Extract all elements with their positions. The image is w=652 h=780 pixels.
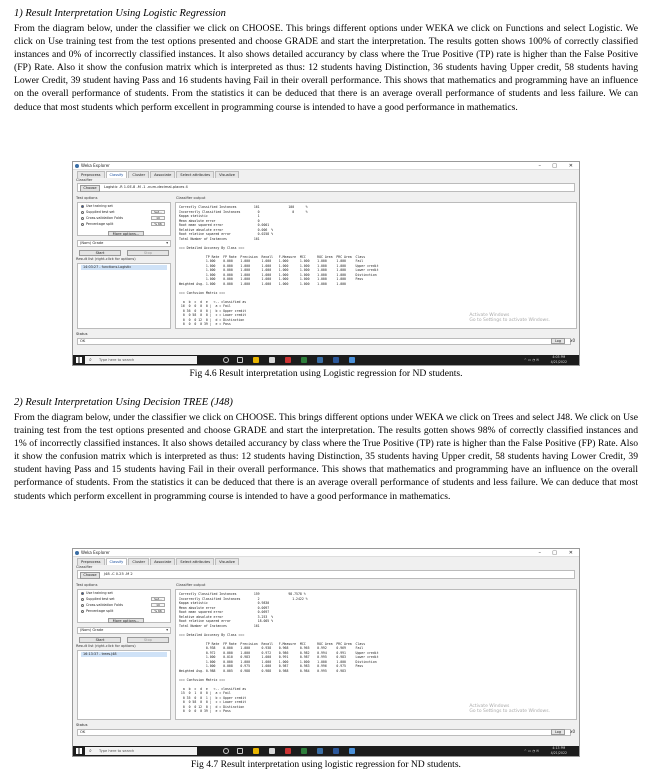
taskbar-search[interactable]: ⌕ Type here to search: [85, 747, 197, 755]
task-view-icon[interactable]: [237, 748, 243, 754]
tab-preprocess[interactable]: Preprocess: [77, 558, 105, 565]
chevron-down-icon: ▾: [166, 241, 168, 245]
classifier-output[interactable]: [175, 589, 577, 720]
excel-icon[interactable]: [301, 748, 307, 754]
radio-icon: [81, 598, 84, 601]
test-options-panel: [77, 202, 171, 236]
search-icon: ⌕: [89, 748, 92, 754]
cortana-icon[interactable]: [223, 357, 229, 363]
figure-4-6-caption: Fig 4.6 Result interpretation using Logistic regression for ND students.: [189, 368, 463, 379]
status-value: OK: [80, 730, 86, 734]
test-options-label: Test options: [76, 583, 98, 587]
status-label: Status: [76, 332, 88, 336]
tab-cluster[interactable]: Cluster: [128, 558, 149, 565]
tab-select-attributes[interactable]: Select attributes: [176, 171, 214, 178]
window-title: Weka Explorer: [81, 550, 110, 555]
option-supplied-test-set[interactable]: Supplied test set Set...: [78, 209, 170, 215]
test-options-panel: [77, 589, 171, 623]
title-bar: [73, 549, 579, 557]
windows-start-icon[interactable]: [76, 748, 82, 754]
classifier-output-text: Correctly Classified Instances 159 98.7578 % Incorrectly Classified Instances 2 1.2422 % Kappa statistic 0.9830 Mean absolute error 0.0097 Root mean squared error 0.0697 Relative absolute error 3.253 % Root relative squared error 18.005 % Total Number of Instances 161 === Detailed Accuracy By Class === TP Rate FP Rate Precision Recall F-Measure MCC ROC Area PRC Area Class 0.938 0.000 1.000 0.938 0.968 0.965 0.992 0.969 Fail 0.972 0.000 1.000 0.972 0.986 0.982 0.994 0.991 Upper credit 1.000 0.010 0.983 1.000 0.991 0.987 0.995 0.983 Lower credit 1.000 0.000 1.000 1.000 1.000 1.000 1.000 1.000 Distinction 1.000 0.008 0.975 1.000 0.987 0.983 0.996 0.975 Pass Weighted Avg. 0.988 0.005 0.988 0.988 0.988 0.984 0.995 0.983 === Confusion Matrix === a b c d e <-- classified as 15 0 1 0 0 | a = Fail 0 35 0 0 1 | b = Upper credit 0 0 58 0 0 | c = Lower credit 0 0 0 12 0 | d = Distinction 0 0 0 0 39 | e = Pass: [179, 592, 379, 713]
radio-selected-icon: [81, 205, 84, 208]
chevron-down-icon: ▾: [166, 628, 168, 632]
classifier-label: Classifier: [76, 565, 93, 569]
folds-input[interactable]: 10: [151, 603, 165, 607]
option-cross-validation[interactable]: Cross-validation Folds 10: [78, 215, 170, 221]
weka-bird-icon[interactable]: x0: [570, 729, 575, 734]
minimize-icon[interactable]: –: [538, 550, 541, 556]
result-list-label: Result list (right-click for options): [76, 257, 136, 261]
system-tray-icons[interactable]: ^ ▭ ◔ ✉: [523, 749, 539, 753]
section-2-heading: 2) Result Interpretation Using Decision TREE (J48): [14, 397, 233, 408]
option-supplied-test-set[interactable]: Supplied test set Set...: [78, 596, 170, 602]
taskbar-clock[interactable]: 4:03 PM 4/21/2022: [550, 355, 567, 364]
start-button[interactable]: Start: [79, 250, 121, 256]
stop-button[interactable]: Stop: [127, 637, 169, 643]
option-use-training-set[interactable]: Use training set: [78, 590, 170, 596]
close-icon[interactable]: ✕: [568, 163, 573, 169]
log-button[interactable]: Log: [551, 729, 565, 735]
weka-taskbar-icon[interactable]: [317, 748, 323, 754]
radio-icon: [81, 223, 84, 226]
taskbar-clock[interactable]: 4:13 PM 4/21/2022: [550, 746, 567, 755]
system-tray-icons[interactable]: ^ ▭ ◔ ✉: [523, 358, 539, 362]
classifier-row: [77, 183, 575, 192]
cortana-icon[interactable]: [223, 748, 229, 754]
classifier-output-label: Classifier output: [176, 583, 206, 587]
activate-windows-watermark: Activate Windows Go to Settings to activate Windows.: [469, 313, 550, 323]
radio-icon: [81, 610, 84, 613]
classifier-command[interactable]: Logistic -R 1.0E-8 -M -1 -num-decimal-places 4: [104, 185, 188, 189]
classifier-output[interactable]: [175, 202, 577, 329]
tab-classify[interactable]: Classify: [106, 171, 128, 178]
weka-screenshot-logistic: [72, 161, 580, 366]
classifier-row: [77, 570, 575, 579]
taskbar: [73, 746, 579, 756]
radio-selected-icon: [81, 592, 84, 595]
set-button[interactable]: Set...: [151, 597, 165, 601]
choose-button[interactable]: Choose: [80, 185, 100, 192]
task-view-icon[interactable]: [237, 357, 243, 363]
result-list-item[interactable]: 14:03:27 - functions.Logistic: [81, 265, 167, 270]
store-icon[interactable]: [269, 357, 275, 363]
folds-input[interactable]: 10: [151, 216, 165, 220]
status-bar: [77, 338, 571, 345]
test-options-label: Test options: [76, 196, 98, 200]
result-list: [77, 263, 171, 329]
maximize-icon[interactable]: □: [552, 163, 557, 169]
excel-icon[interactable]: [301, 357, 307, 363]
more-options-button[interactable]: More options...: [108, 618, 144, 623]
explorer-tabs: [73, 171, 579, 178]
classifier-output-label: Classifier output: [176, 196, 206, 200]
activate-windows-watermark: Activate Windows Go to Settings to activate Windows.: [469, 704, 550, 714]
section-2-paragraph: From the diagram below, under the classifier we click on CHOOSE. This brings different options under WEKA we click on Trees and select J48. We click on Use training test from the test options presented and choose GRADE and start the interpretation. The results gotten shows 98% of correctly classified instances and 1% of incorrectly classified instances. It also shows detailed accurancy by class where the True Positive (TP) rate is higher than the False Positive (FP) Rate. Also it show the confusion matrix which is interpreted as thus: 12 students having Distinction, 35 students having Upper credit, 58 students having Lower Credit, 39 student having Pass and 15 students having Fail in their overall performance. This shows that mathematics and programming have an influence on the overall performance of students. From the statistics it can be deduced that there is an average overall performance of students and less failure. We can deduce that most students which perform excellent in programming course is intended to have a good performance in mathematics.: [14, 412, 638, 502]
tab-preprocess[interactable]: Preprocess: [77, 171, 105, 178]
word-icon[interactable]: [333, 748, 339, 754]
start-button[interactable]: Start: [79, 637, 121, 643]
classifier-command[interactable]: J48 -C 0.25 -M 2: [104, 572, 133, 576]
taskbar-search[interactable]: ⌕ Type here to search: [85, 356, 197, 364]
window-title: Weka Explorer: [81, 163, 110, 168]
app-icon[interactable]: [285, 357, 291, 363]
tab-associate[interactable]: Associate: [150, 171, 175, 178]
tab-visualize[interactable]: Visualize: [215, 171, 239, 178]
file-explorer-icon[interactable]: [253, 748, 259, 754]
taskbar: [73, 355, 579, 365]
close-icon[interactable]: ✕: [568, 550, 573, 556]
windows-start-icon[interactable]: [76, 357, 82, 363]
log-button[interactable]: Log: [551, 338, 565, 344]
split-input[interactable]: % 66: [151, 222, 165, 226]
minimize-icon[interactable]: –: [538, 163, 541, 169]
tab-visualize[interactable]: Visualize: [215, 558, 239, 565]
file-explorer-icon[interactable]: [253, 357, 259, 363]
set-button[interactable]: Set...: [151, 210, 165, 214]
choose-button[interactable]: Choose: [80, 572, 100, 579]
stop-button[interactable]: Stop: [127, 250, 169, 256]
word-icon[interactable]: [333, 357, 339, 363]
option-percentage-split[interactable]: Percentage split % 66: [78, 221, 170, 227]
weka-app-icon: [75, 164, 79, 168]
weka-bird-icon[interactable]: x0: [570, 338, 575, 343]
section-1-paragraph: From the diagram below, under the classifier we click on CHOOSE. This brings different options under WEKA we click on Functions and select Logistic. We click on Use training test from the test options presented and choose GRADE and start the interpretation. The results gotten shows 100% of correctly classified instances and 0% of incorrectly classified instances. It also shows detailed accurancy by class where the True Positive (TP) rate is higher than the False Positive (FP) Rate. Also it show the confusion matrix which is interpreted as thus: 12 students having Distinction, 36 students having Upper credit, 58 students having Lower Credit, 39 student having Pass and 16 students having Fail in their overall performance. This shows that mathematics and programming have an influence on the overall performance of students. From the statistics it can be deduced that there is an average overall performance of students and less failure. We can deduce that most students which perform excellent in programming course is intended to have a good performance in mathematics.: [14, 23, 638, 113]
radio-icon: [81, 217, 84, 220]
classifier-output-text: Correctly Classified Instances 161 100 % Incorrectly Classified Instances 0 0 % Kappa statistic 1 Mean absolute error 0 Root mean squared error 0.0001 Relative absolute error 0.006 % Root relative squared error 0.0258 % Total Number of Instances 161 === Detailed Accuracy By Class === TP Rate FP Rate Precision Recall F-Measure MCC ROC Area PRC Area Class 1.000 0.000 1.000 1.000 1.000 1.000 1.000 1.000 Fail 1.000 0.000 1.000 1.000 1.000 1.000 1.000 1.000 Upper credit 1.000 0.000 1.000 1.000 1.000 1.000 1.000 1.000 Lower credit 1.000 0.000 1.000 1.000 1.000 1.000 1.000 1.000 Distinction 1.000 0.000 1.000 1.000 1.000 1.000 1.000 1.000 Pass Weighted Avg. 1.000 0.000 1.000 1.000 1.000 1.000 1.000 1.000 === Confusion Matrix === a b c d e <-- classified as 16 0 0 0 0 | a = Fail 0 36 0 0 0 | b = Upper credit 0 0 58 0 0 | c = Lower credit 0 0 0 12 0 | d = Distinction 0 0 0 0 39 | e = Pass: [179, 205, 379, 326]
weka-app-icon: [75, 551, 79, 555]
store-icon[interactable]: [269, 748, 275, 754]
weka-screenshot-j48: [72, 548, 580, 757]
tab-select-attributes[interactable]: Select attributes: [176, 558, 214, 565]
title-bar: [73, 162, 579, 170]
result-list-item[interactable]: 16:13:37 - trees.J48: [81, 652, 167, 657]
option-percentage-split[interactable]: Percentage split % 66: [78, 608, 170, 614]
app-icon[interactable]: [285, 748, 291, 754]
weka-taskbar-icon[interactable]: [317, 357, 323, 363]
search-icon: ⌕: [89, 357, 92, 363]
app-icon[interactable]: [349, 357, 355, 363]
option-cross-validation[interactable]: Cross-validation Folds 10: [78, 602, 170, 608]
tab-classify[interactable]: Classify: [106, 558, 128, 565]
classifier-label: Classifier: [76, 178, 93, 182]
class-attribute-select[interactable]: (Nom) Grade ▾: [77, 627, 171, 634]
maximize-icon[interactable]: □: [552, 550, 557, 556]
figure-4-7-caption: Fig 4.7 Result interpretation using logistic regression for ND students.: [191, 759, 461, 770]
result-list: [77, 650, 171, 720]
radio-icon: [81, 211, 84, 214]
status-value: OK: [80, 339, 86, 343]
class-attribute-select[interactable]: (Nom) Grade ▾: [77, 240, 171, 247]
status-label: Status: [76, 723, 88, 727]
status-bar: [77, 729, 571, 736]
app-icon[interactable]: [349, 748, 355, 754]
tab-cluster[interactable]: Cluster: [128, 171, 149, 178]
result-list-label: Result list (right-click for options): [76, 644, 136, 648]
option-use-training-set[interactable]: Use training set: [78, 203, 170, 209]
radio-icon: [81, 604, 84, 607]
section-1-heading: 1) Result Interpretation Using Logistic Regression: [14, 8, 226, 19]
tab-associate[interactable]: Associate: [150, 558, 175, 565]
explorer-tabs: [73, 558, 579, 565]
more-options-button[interactable]: More options...: [108, 231, 144, 236]
split-input[interactable]: % 66: [151, 609, 165, 613]
